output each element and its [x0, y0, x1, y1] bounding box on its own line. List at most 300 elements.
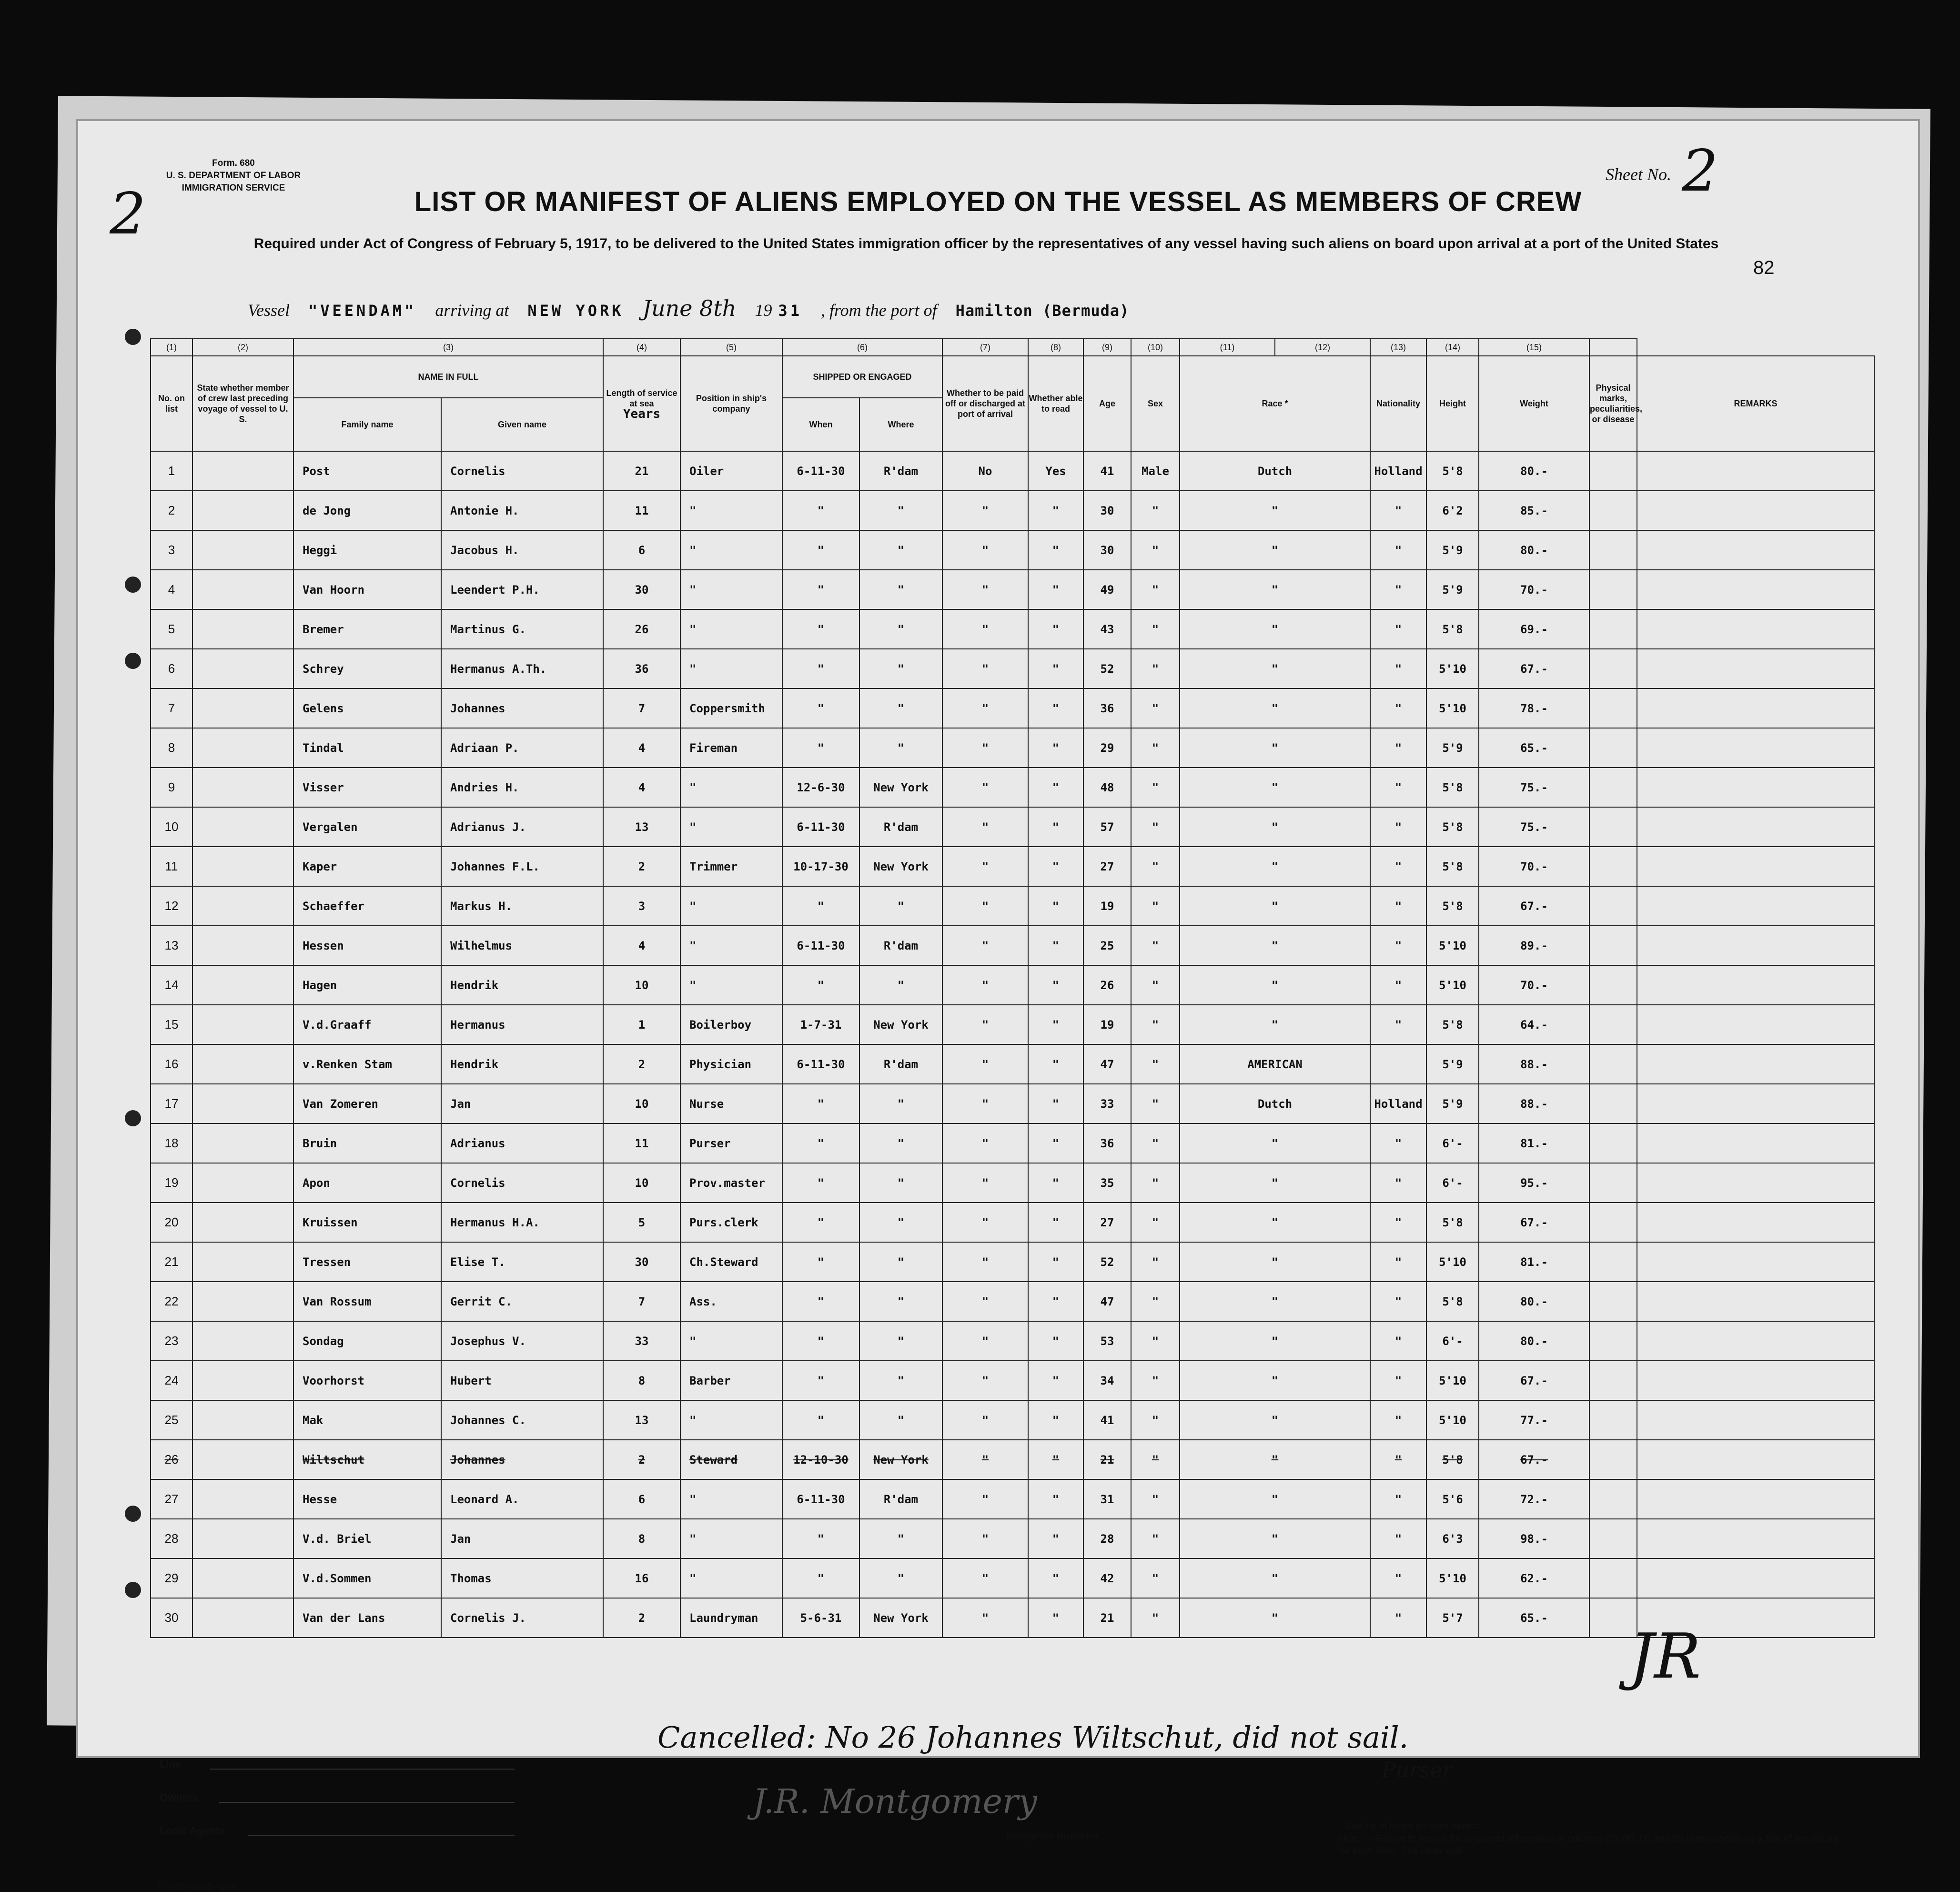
local-agents-label: Local Agents [160, 1825, 225, 1837]
physical-marks [1589, 728, 1637, 768]
given-name: Leonard A. [441, 1479, 603, 1519]
race: " [1180, 570, 1370, 609]
shipped-when: " [782, 1519, 859, 1558]
able-to-read: " [1028, 491, 1083, 530]
shipped-when: " [782, 688, 859, 728]
table-row [151, 1005, 1874, 1044]
height: 5'10 [1426, 1242, 1479, 1282]
height: 5'10 [1426, 1400, 1479, 1440]
table-row [151, 1242, 1874, 1282]
from-port-label: , from the port of [820, 301, 937, 320]
height: 5'8 [1426, 886, 1479, 926]
table-row [151, 451, 1874, 491]
position: Laundryman [680, 1598, 782, 1638]
able-to-read: " [1028, 688, 1083, 728]
paid-off: " [942, 1044, 1028, 1084]
state-whether-cell [192, 609, 293, 649]
col-num: (14) [1426, 339, 1479, 356]
paid-off: " [942, 1519, 1028, 1558]
race: Dutch [1180, 1084, 1370, 1123]
sex: " [1131, 1400, 1180, 1440]
physical-marks [1589, 926, 1637, 965]
manifest-sheet [76, 119, 1920, 1892]
nationality: Holland [1370, 1084, 1426, 1123]
position: Ass. [680, 1282, 782, 1321]
position: Coppersmith [680, 688, 782, 728]
shipped-when: " [782, 728, 859, 768]
row-number: 13 [151, 926, 192, 965]
height: 5'9 [1426, 1084, 1479, 1123]
given-name: Gerrit C. [441, 1282, 603, 1321]
header-name-in-full: NAME IN FULL [293, 356, 603, 398]
weight: 70.- [1479, 570, 1589, 609]
row-number: 2 [151, 491, 192, 530]
physical-marks [1589, 688, 1637, 728]
weight: 67.- [1479, 1440, 1589, 1479]
weight: 80.- [1479, 530, 1589, 570]
age: 48 [1083, 768, 1131, 807]
shipped-when: " [782, 1361, 859, 1400]
state-whether-cell [192, 1558, 293, 1598]
sex: " [1131, 1519, 1180, 1558]
physical-marks [1589, 847, 1637, 886]
height: 6'- [1426, 1321, 1479, 1361]
age: 36 [1083, 688, 1131, 728]
family-name: de Jong [293, 491, 441, 530]
state-whether-cell [192, 1123, 293, 1163]
physical-marks [1589, 1163, 1637, 1203]
race: " [1180, 886, 1370, 926]
height: 6'- [1426, 1163, 1479, 1203]
row-number: 11 [151, 847, 192, 886]
given-name: Johannes C. [441, 1400, 603, 1440]
shipped-where: " [859, 965, 942, 1005]
remarks [1637, 1123, 1874, 1163]
row-number: 14 [151, 965, 192, 1005]
paid-off: " [942, 847, 1028, 886]
age: 30 [1083, 491, 1131, 530]
shipped-when: 5-6-31 [782, 1598, 859, 1638]
given-name: Cornelis J. [441, 1598, 603, 1638]
state-whether-cell [192, 688, 293, 728]
race: " [1180, 530, 1370, 570]
family-name: Hagen [293, 965, 441, 1005]
position: " [680, 491, 782, 530]
paid-off: " [942, 1123, 1028, 1163]
state-whether-cell [192, 728, 293, 768]
sex: " [1131, 886, 1180, 926]
nationality: " [1370, 1203, 1426, 1242]
shipped-where: " [859, 649, 942, 688]
able-to-read: " [1028, 768, 1083, 807]
header-physical-marks: Physical marks, peculiarities, or disease [1589, 356, 1637, 451]
family-name: Bruin [293, 1123, 441, 1163]
given-name: Hermanus A.Th. [441, 649, 603, 688]
physical-marks [1589, 530, 1637, 570]
race: AMERICAN [1180, 1044, 1370, 1084]
row-number: 26 [151, 1440, 192, 1479]
age: 41 [1083, 451, 1131, 491]
shipped-where: New York [859, 847, 942, 886]
age: 19 [1083, 886, 1131, 926]
shipped-when: 6-11-30 [782, 926, 859, 965]
col-num: (2) [192, 339, 293, 356]
physical-marks [1589, 1044, 1637, 1084]
sex: " [1131, 965, 1180, 1005]
col-num: (15) [1479, 339, 1589, 356]
remarks [1637, 1440, 1874, 1479]
vessel-line [248, 295, 1143, 321]
able-to-read: " [1028, 965, 1083, 1005]
position: Trimmer [680, 847, 782, 886]
race: " [1180, 1123, 1370, 1163]
able-to-read: " [1028, 1163, 1083, 1203]
family-name: Visser [293, 768, 441, 807]
height: 5'10 [1426, 926, 1479, 965]
age: 33 [1083, 1084, 1131, 1123]
punch-hole [125, 1506, 141, 1522]
row-number: 17 [151, 1084, 192, 1123]
row-number: 28 [151, 1519, 192, 1558]
given-name: Adrianus [441, 1123, 603, 1163]
service-years: 13 [603, 1400, 680, 1440]
paid-off: " [942, 926, 1028, 965]
row-number: 8 [151, 728, 192, 768]
race: " [1180, 847, 1370, 886]
weight: 81.- [1479, 1242, 1589, 1282]
row-number: 21 [151, 1242, 192, 1282]
nationality: " [1370, 926, 1426, 965]
sex: " [1131, 1598, 1180, 1638]
state-whether-cell [192, 926, 293, 965]
table-row [151, 926, 1874, 965]
shipped-when: " [782, 570, 859, 609]
able-to-read: " [1028, 649, 1083, 688]
cancellation-note: Cancelled: No 26 Johannes Wiltschut, did not sail. [657, 1720, 1409, 1755]
state-whether-cell [192, 1321, 293, 1361]
physical-marks [1589, 807, 1637, 847]
weight: 67.- [1479, 649, 1589, 688]
sex: " [1131, 1558, 1180, 1598]
nationality: " [1370, 1005, 1426, 1044]
row-number: 25 [151, 1400, 192, 1440]
physical-marks [1589, 965, 1637, 1005]
sex: " [1131, 1044, 1180, 1084]
paid-off: " [942, 728, 1028, 768]
column-number-row [151, 339, 1874, 356]
paid-off: " [942, 609, 1028, 649]
punch-hole [125, 1110, 141, 1126]
weight: 64.- [1479, 1005, 1589, 1044]
header-where: Where [859, 398, 942, 451]
service-years: 8 [603, 1361, 680, 1400]
state-whether-cell [192, 1163, 293, 1203]
age: 25 [1083, 926, 1131, 965]
nationality: " [1370, 1400, 1426, 1440]
crew-manifest-table [150, 338, 1875, 1638]
paid-off: " [942, 530, 1028, 570]
header-state-whether: State whether member of crew last preceding voyage of vessel to U. S. [192, 356, 293, 451]
nationality: " [1370, 807, 1426, 847]
shipped-when: " [782, 965, 859, 1005]
table-row [151, 886, 1874, 926]
shipped-when: " [782, 530, 859, 570]
physical-marks [1589, 886, 1637, 926]
family-name: Van Zomeren [293, 1084, 441, 1123]
shipped-where: " [859, 688, 942, 728]
sex: " [1131, 847, 1180, 886]
shipped-where: New York [859, 1440, 942, 1479]
height: 5'7 [1426, 1598, 1479, 1638]
row-number: 1 [151, 451, 192, 491]
position: " [680, 649, 782, 688]
race: " [1180, 609, 1370, 649]
height: 5'8 [1426, 807, 1479, 847]
row-number: 18 [151, 1123, 192, 1163]
col-num: (10) [1131, 339, 1180, 356]
table-row [151, 807, 1874, 847]
able-to-read: " [1028, 728, 1083, 768]
able-to-read: " [1028, 1400, 1083, 1440]
remarks [1637, 1400, 1874, 1440]
remarks [1637, 688, 1874, 728]
height: 5'8 [1426, 1005, 1479, 1044]
sex: " [1131, 688, 1180, 728]
col-num: (3) [293, 339, 603, 356]
row-number: 6 [151, 649, 192, 688]
state-whether-cell [192, 491, 293, 530]
weight: 75.- [1479, 768, 1589, 807]
table-row [151, 965, 1874, 1005]
punch-hole [125, 653, 141, 669]
position: " [680, 926, 782, 965]
age: 26 [1083, 965, 1131, 1005]
table-row [151, 1044, 1874, 1084]
paid-off: " [942, 1558, 1028, 1598]
given-name: Jacobus H. [441, 530, 603, 570]
state-whether-cell [192, 1203, 293, 1242]
col-num [1589, 339, 1637, 356]
paid-off: " [942, 1163, 1028, 1203]
race: " [1180, 728, 1370, 768]
service-years: 6 [603, 530, 680, 570]
service-years: 2 [603, 1044, 680, 1084]
service-years: 2 [603, 1598, 680, 1638]
given-name: Hermanus [441, 1005, 603, 1044]
nationality: " [1370, 688, 1426, 728]
shipped-where: New York [859, 768, 942, 807]
header-when: When [782, 398, 859, 451]
position: Barber [680, 1361, 782, 1400]
header-given-name: Given name [441, 398, 603, 451]
remarks [1637, 807, 1874, 847]
service-years: 10 [603, 1163, 680, 1203]
table-row [151, 1203, 1874, 1242]
nationality [1370, 1044, 1426, 1084]
paid-off: " [942, 1282, 1028, 1321]
family-name: v.Renken Stam [293, 1044, 441, 1084]
header-no-on-list: No. on list [151, 356, 192, 451]
family-name: Kaper [293, 847, 441, 886]
punch-hole [125, 1582, 141, 1598]
header-family-name: Family name [293, 398, 441, 451]
family-name: Tindal [293, 728, 441, 768]
race: " [1180, 768, 1370, 807]
family-name: V.d. Briel [293, 1519, 441, 1558]
col-num: (4) [603, 339, 680, 356]
shipped-when: " [782, 1242, 859, 1282]
header-sex: Sex [1131, 356, 1180, 451]
weight: 65.- [1479, 1598, 1589, 1638]
service-years: 10 [603, 965, 680, 1005]
given-name: Wilhelmus [441, 926, 603, 965]
race: " [1180, 1440, 1370, 1479]
able-to-read: " [1028, 1044, 1083, 1084]
family-name: V.d.Graaff [293, 1005, 441, 1044]
position: " [680, 807, 782, 847]
able-to-read: Yes [1028, 451, 1083, 491]
able-to-read: " [1028, 1242, 1083, 1282]
family-name: Van Hoorn [293, 570, 441, 609]
height: 5'8 [1426, 1203, 1479, 1242]
line-rule [210, 1769, 515, 1770]
race: " [1180, 807, 1370, 847]
nationality: " [1370, 965, 1426, 1005]
position: Nurse [680, 1084, 782, 1123]
inspector-label: Immigrant Inspector. [1005, 1830, 1101, 1842]
table-row [151, 649, 1874, 688]
family-name: Wiltschut [293, 1440, 441, 1479]
sex: " [1131, 926, 1180, 965]
age: 36 [1083, 1123, 1131, 1163]
family-name: Hessen [293, 926, 441, 965]
age: 30 [1083, 530, 1131, 570]
col-num: (5) [680, 339, 782, 356]
state-whether-cell [192, 1005, 293, 1044]
state-whether-cell [192, 649, 293, 688]
shipped-where: " [859, 1558, 942, 1598]
remarks [1637, 609, 1874, 649]
state-whether-cell [192, 1440, 293, 1479]
page-title: LIST OR MANIFEST OF ALIENS EMPLOYED ON THE VESSEL AS MEMBERS OF CREW [414, 186, 1582, 217]
position: " [680, 1321, 782, 1361]
table-row [151, 1598, 1874, 1638]
position: " [680, 530, 782, 570]
owners-label: Owners [160, 1791, 198, 1803]
table-row [151, 530, 1874, 570]
height: 6'2 [1426, 491, 1479, 530]
able-to-read: " [1028, 1084, 1083, 1123]
height: 5'9 [1426, 1044, 1479, 1084]
able-to-read: " [1028, 1005, 1083, 1044]
paid-off: " [942, 886, 1028, 926]
table-row [151, 1400, 1874, 1440]
family-name: Gelens [293, 688, 441, 728]
given-name: Markus H. [441, 886, 603, 926]
paid-off: " [942, 1242, 1028, 1282]
age: 43 [1083, 609, 1131, 649]
age: 41 [1083, 1400, 1131, 1440]
family-name: Schaeffer [293, 886, 441, 926]
shipped-where: " [859, 1321, 942, 1361]
age: 53 [1083, 1321, 1131, 1361]
form-identifier: Form. 680 U. S. DEPARTMENT OF LABOR IMMIGRATION SERVICE [166, 158, 301, 193]
physical-marks [1589, 1005, 1637, 1044]
weight: 89.- [1479, 926, 1589, 965]
remarks [1637, 1044, 1874, 1084]
sheet-label: Sheet No. [1606, 165, 1671, 184]
sex: " [1131, 649, 1180, 688]
purser-signature: Purser [1382, 1758, 1453, 1782]
sex: " [1131, 1361, 1180, 1400]
family-name: Hesse [293, 1479, 441, 1519]
nationality: " [1370, 1321, 1426, 1361]
position: Fireman [680, 728, 782, 768]
paid-off: " [942, 570, 1028, 609]
shipped-where: R'dam [859, 926, 942, 965]
shipped-where: " [859, 728, 942, 768]
given-name: Hendrik [441, 965, 603, 1005]
race: " [1180, 1558, 1370, 1598]
paid-off: " [942, 965, 1028, 1005]
height: 5'9 [1426, 728, 1479, 768]
service-years: 2 [603, 847, 680, 886]
physical-marks [1589, 1400, 1637, 1440]
height: 5'9 [1426, 570, 1479, 609]
header-weight: Weight [1479, 356, 1589, 451]
service-years: 5 [603, 1203, 680, 1242]
service-years: 11 [603, 491, 680, 530]
position: " [680, 965, 782, 1005]
shipped-when: " [782, 1400, 859, 1440]
given-name: Cornelis [441, 1163, 603, 1203]
shipped-where: " [859, 1242, 942, 1282]
family-name: Bremer [293, 609, 441, 649]
table-row [151, 728, 1874, 768]
shipped-where: R'dam [859, 451, 942, 491]
nationality: " [1370, 1242, 1426, 1282]
age: 52 [1083, 1242, 1131, 1282]
given-name: Antonie H. [441, 491, 603, 530]
nationality: " [1370, 1361, 1426, 1400]
table-row [151, 1479, 1874, 1519]
nationality: " [1370, 570, 1426, 609]
age: 49 [1083, 570, 1131, 609]
remarks [1637, 1242, 1874, 1282]
height: 5'10 [1426, 965, 1479, 1005]
remarks [1637, 728, 1874, 768]
row-number: 4 [151, 570, 192, 609]
row-number: 16 [151, 1044, 192, 1084]
service-years: 7 [603, 1282, 680, 1321]
col-num: (12) [1275, 339, 1370, 356]
position: Boilerboy [680, 1005, 782, 1044]
service-years: 1 [603, 1005, 680, 1044]
row-number: 19 [151, 1163, 192, 1203]
able-to-read: " [1028, 1519, 1083, 1558]
given-name: Johannes F.L. [441, 847, 603, 886]
height: 5'8 [1426, 609, 1479, 649]
col-num: (8) [1028, 339, 1083, 356]
given-name: Thomas [441, 1558, 603, 1598]
arrival-port: NEW YORK [527, 302, 624, 320]
race: " [1180, 1163, 1370, 1203]
requirement-text: Required under Act of Congress of February 5, 1917, to be delivered to the United States immigration officer by the representatives of any vessel having such aliens on board upon arrival at a port of the United States [253, 236, 1719, 252]
age: 21 [1083, 1598, 1131, 1638]
nationality: " [1370, 768, 1426, 807]
paid-off: " [942, 688, 1028, 728]
col-num: (13) [1370, 339, 1426, 356]
